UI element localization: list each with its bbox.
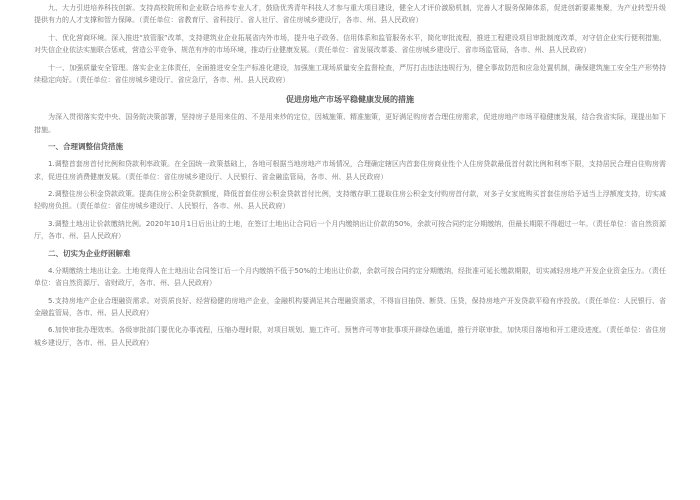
section-item: 3.调整土地出让价款缴纳比例。2020年10月1日后出让的土地，在签订土地出让合同后一个月内缴纳出让价款的50%，余款可按合同约定分期缴纳，但最长期限不得超过一年。（责任单位：省自然资源厅，各市、州、县人民政府） <box>34 219 666 241</box>
document-title: 促进房地产市场平稳健康发展的措施 <box>286 95 414 105</box>
section-item: 6.加快审批办理效率。各级审批部门要优化办事流程，压缩办理时限，对项目规划、施工许可、预售许可等审批事项开辟绿色通道，推行并联审批，加快项目落地和开工建设进度。（责任单位：省住房城乡建设厅，各市、州、县人民政府） <box>34 326 666 347</box>
paragraph-nine: 九、大力引进培养科技创新。支持高校院所和企业联合培养专业人才，鼓励优秀青年科技人才参与重大项目建设，健全人才评价激励机制，完善人才服务保障体系，促进创新要素集聚，为产业转型升级提供有力的人才支撑和智力保障。（责任单位：省教育厅、省科技厅、省人社厅、省住房城乡建设厅，各市、州、县人民政府） <box>34 4 666 25</box>
section-item: 4.分期缴纳土地出让金。土地竞得人在土地出让合同签订后一个月内缴纳不低于50%的土地出让价款，余款可按合同约定分期缴纳，经批准可延长缴款期限，切实减轻房地产开发企业资金压力。（责任单位：省自然资源厅、省财政厅，各市、州、县人民政府） <box>34 266 666 288</box>
section-heading-relief: 二、切实为企业纾困解难 <box>48 248 131 258</box>
section-item: 5.支持房地产企业合理融资需求。对资质良好、经营稳健的房地产企业，金融机构要满足其合理融资需求，不得盲目抽贷、断贷、压贷，保持房地产开发贷款平稳有序投放。（责任单位：人民银行、省金融监管局，各市、州、县人民政府） <box>34 296 666 317</box>
paragraph-ten: 十、优化营商环境。深入推进“放管服”改革，支持建筑业企业拓展省内外市场，提升电子政务、信用体系和监管服务水平，简化审批流程，推进工程建设项目审批制度改革，对守信企业实行便利措施，对失信企业依法实施联合惩戒，营造公平竞争、规范有序的市场环境，推动行业健康发展。（责任单位：省发展改革委、省住房城乡建设厅、省市场监管局，各市、州、县人民政府） <box>34 33 666 55</box>
paragraph-eleven: 十一、加强质量安全管理。落实企业主体责任，全面推进安全生产标准化建设，加强施工现场质量安全监督检查，严厉打击违法违规行为，健全事故防范和应急处置机制，确保建筑施工安全生产形势持续稳定向好。（责任单位：省住房城乡建设厅、省应急厅，各市、州、县人民政府） <box>34 63 666 85</box>
section-item: 2.调整住房公积金贷款政策。提高住房公积金贷款额度，降低首套住房公积金贷款首付比例，支持缴存职工提取住房公积金支付购房首付款，对多子女家庭购买首套住房给予适当上浮额度支持，切实减轻购房负担。（责任单位：省住房城乡建设厅、人民银行，各市、州、县人民政府） <box>34 190 666 211</box>
section-item: 1.调整首套房首付比例和贷款利率政策。在全国统一政策基础上，各地可根据当地房地产市场情况，合理确定辖区内首套住房商业性个人住房贷款最低首付款比例和利率下限，支持居民合理自住购房需求，促进住房消费健康发展。（责任单位：省住房城乡建设厅、人民银行、省金融监管局，各市、州、县人民政府） <box>34 160 666 181</box>
section-heading-credit: 一、合理调整信贷措施 <box>48 142 123 152</box>
intro-paragraph: 为深入贯彻落实党中央、国务院决策部署，坚持房子是用来住的、不是用来炒的定位，因城施策、精准施策，更好满足购房者合理住房需求，促进房地产市场平稳健康发展，结合我省实际，现提出如下措施。 <box>34 113 666 134</box>
